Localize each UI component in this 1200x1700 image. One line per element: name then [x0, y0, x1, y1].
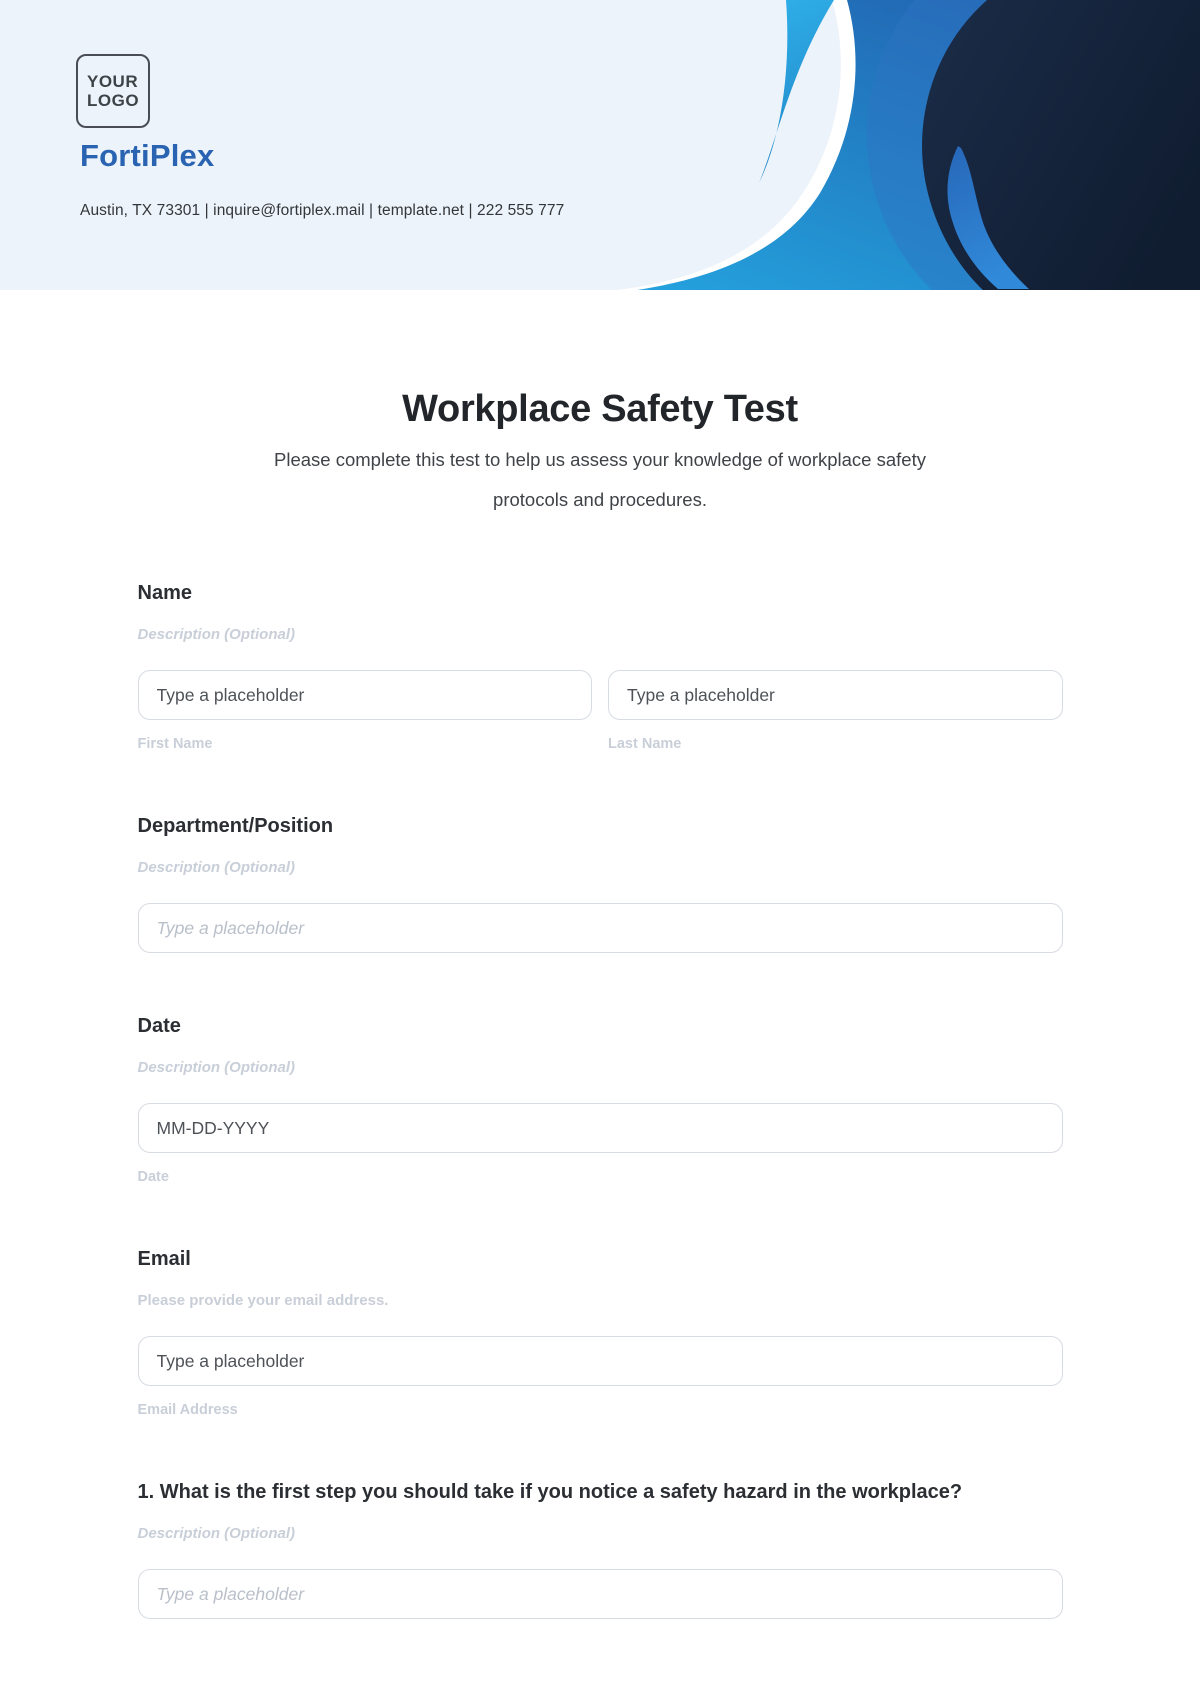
email-input[interactable] — [138, 1336, 1063, 1386]
date-input-row — [138, 1103, 1063, 1186]
field-department — [138, 811, 1063, 953]
field-description: Please provide your email address. — [137, 1292, 389, 1309]
contact-info: Austin, TX 73301 | inquire@fortiplex.mail | template.net | 222 555 777 — [80, 202, 565, 219]
input-sub-label: Email Address — [137, 1402, 238, 1418]
field-description: Description (Optional) — [137, 1059, 295, 1076]
field-name — [138, 578, 1063, 753]
field-label: Date — [137, 1015, 181, 1037]
date-column — [138, 1103, 1063, 1186]
field-label: Name — [137, 582, 192, 604]
field-question-1 — [138, 1477, 1063, 1619]
header-swoosh-graphic — [540, 0, 1200, 290]
field-description: Description (Optional) — [137, 859, 295, 876]
brand-name: FortiPlex — [80, 138, 215, 173]
date-input[interactable] — [138, 1103, 1063, 1153]
field-label: Email — [137, 1248, 191, 1270]
field-email — [138, 1244, 1063, 1419]
field-date — [138, 1011, 1063, 1186]
page-title: Workplace Safety Test — [402, 388, 798, 430]
first-name-input[interactable] — [138, 670, 593, 720]
input-sub-label: Date — [137, 1169, 169, 1185]
last-name-column — [608, 670, 1063, 753]
field-description: Description (Optional) — [137, 1525, 295, 1542]
fields-container — [138, 578, 1063, 1619]
first-name-column — [138, 670, 593, 753]
department-input-row — [138, 903, 1063, 953]
logo-box — [76, 54, 150, 128]
field-label: 1. What is the first step you should take if you notice a safety hazard in the workplace? — [137, 1481, 963, 1503]
field-description: Description (Optional) — [137, 626, 295, 643]
email-column — [138, 1336, 1063, 1419]
page-subtitle: Please complete this test to help us assess your knowledge of workplace safety protocols and procedures. — [274, 449, 926, 510]
logo-text-line2: LOGO — [87, 91, 140, 110]
form-body — [138, 386, 1063, 1619]
last-name-input[interactable] — [608, 670, 1063, 720]
header — [0, 0, 1200, 290]
question-1-input-row — [138, 1569, 1063, 1619]
field-label: Department/Position — [137, 815, 334, 837]
department-input[interactable] — [138, 903, 1063, 953]
email-input-row — [138, 1336, 1063, 1419]
question-1-input[interactable] — [138, 1569, 1063, 1619]
question-1-column — [138, 1569, 1063, 1619]
department-column — [138, 903, 1063, 953]
input-sub-label: First Name — [137, 736, 213, 752]
input-sub-label: Last Name — [608, 736, 682, 752]
logo-text-line1: YOUR — [87, 72, 139, 91]
name-input-row — [138, 670, 1063, 753]
